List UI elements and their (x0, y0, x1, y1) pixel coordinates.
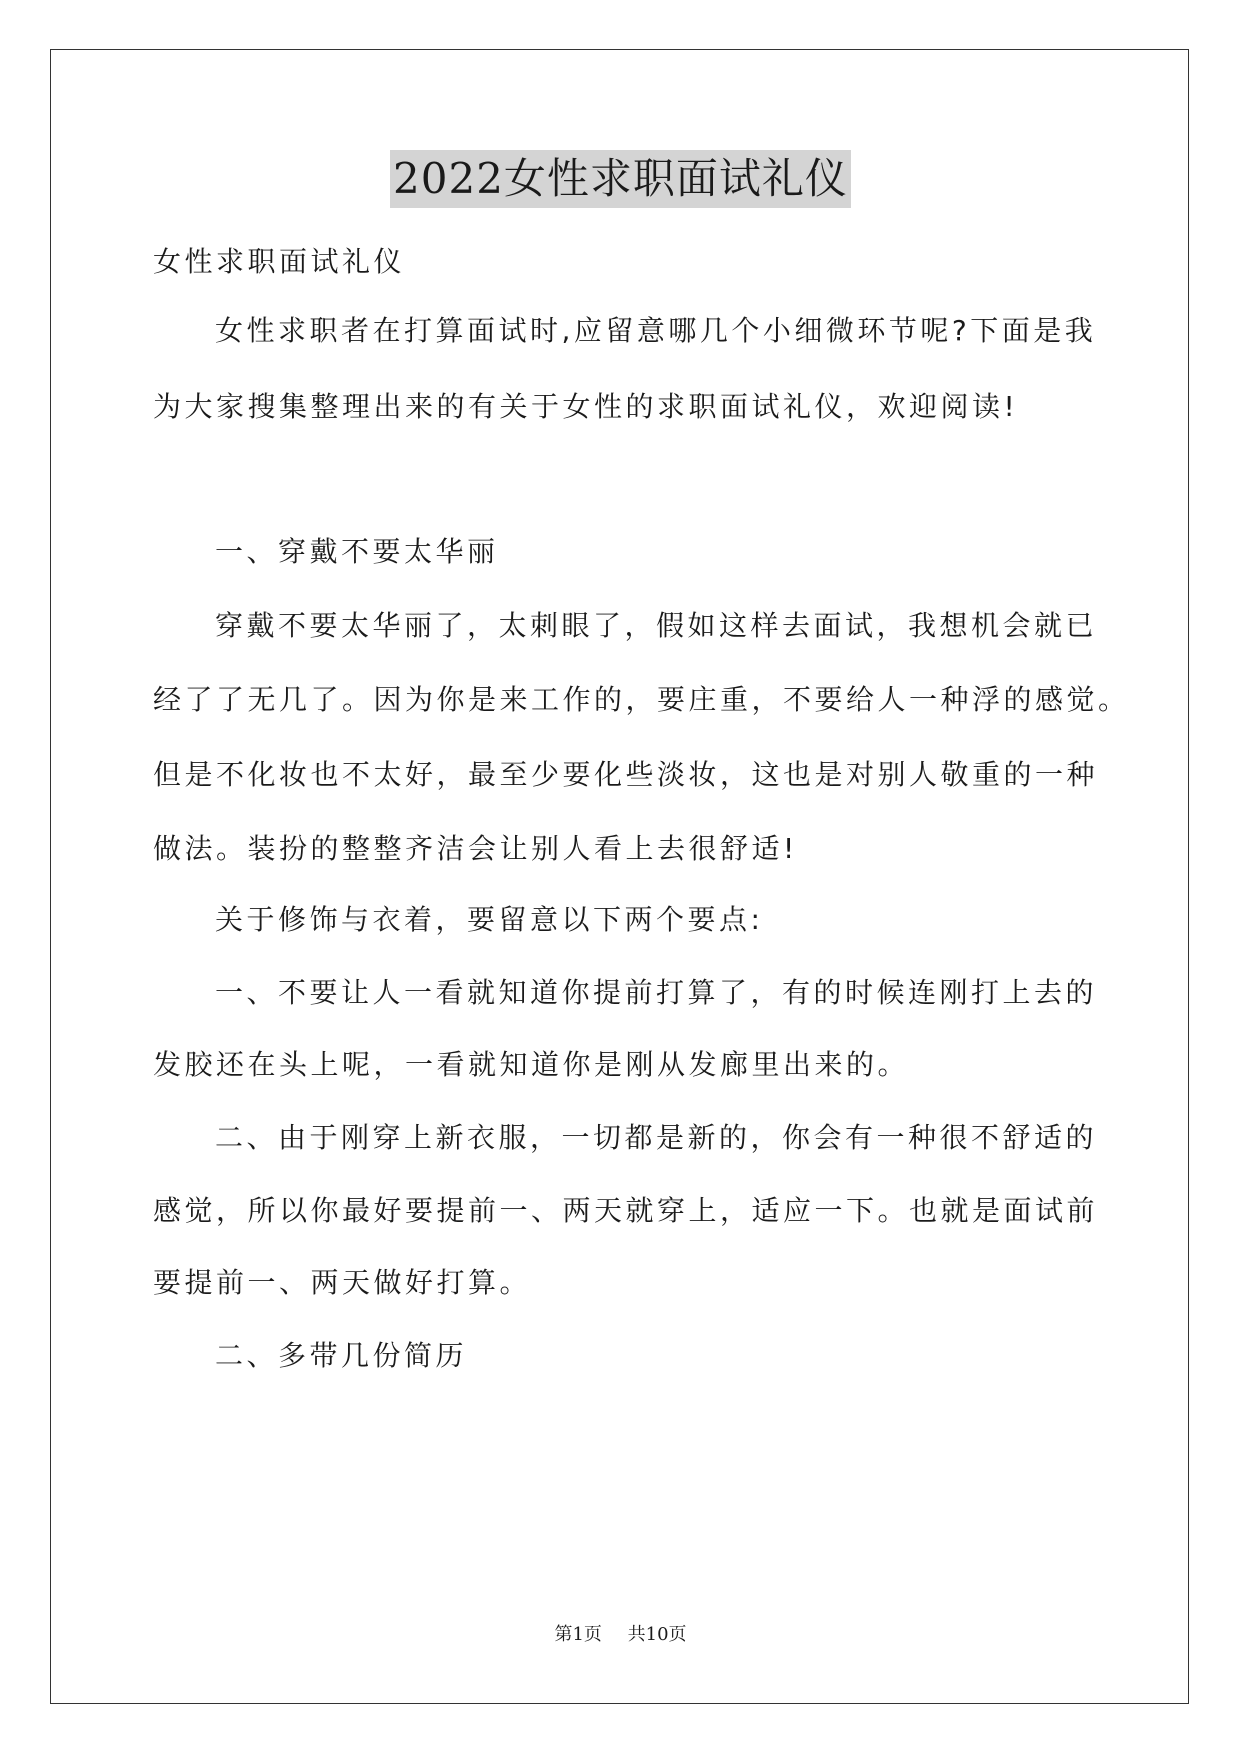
paragraph-line: 关于修饰与衣着，要留意以下两个要点: (215, 903, 764, 936)
page-number-current: 第1页 (554, 1624, 602, 1645)
paragraph-line: 为大家搜集整理出来的有关于女性的求职面试礼仪，欢迎阅读! (153, 390, 1019, 423)
section-heading: 一、穿戴不要太华丽 (215, 535, 499, 568)
page-border (50, 49, 1189, 1704)
page-footer (0, 1623, 1241, 1647)
paragraph-line: 发胶还在头上呢，一看就知道你是刚从发廊里出来的。 (153, 1048, 910, 1081)
page-number-total: 共10页 (627, 1624, 687, 1645)
paragraph-line: 要提前一、两天做好打算。 (153, 1266, 532, 1299)
paragraph-line: 感觉，所以你最好要提前一、两天就穿上，适应一下。也就是面试前 (153, 1194, 1099, 1227)
title-container (0, 150, 1241, 208)
paragraph-line: 穿戴不要太华丽了，太刺眼了，假如这样去面试，我想机会就已 (215, 609, 1098, 642)
section-heading: 二、多带几份简历 (215, 1339, 468, 1372)
paragraph-line: 女性求职者在打算面试时,应留意哪几个小细微环节呢?下面是我 (215, 314, 1097, 347)
document-title: 2022女性求职面试礼仪 (390, 150, 851, 208)
paragraph-line: 一、不要让人一看就知道你提前打算了，有的时候连刚打上去的 (215, 976, 1098, 1009)
paragraph-line: 但是不化妆也不太好，最至少要化些淡妆，这也是对别人敬重的一种 (153, 758, 1099, 791)
paragraph-line: 二、由于刚穿上新衣服，一切都是新的，你会有一种很不舒适的 (215, 1121, 1098, 1154)
paragraph-line: 做法。装扮的整整齐洁会让别人看上去很舒适! (153, 832, 798, 865)
subtitle-line: 女性求职面试礼仪 (153, 245, 406, 278)
paragraph-line: 经了了无几了。因为你是来工作的，要庄重，不要给人一种浮的感觉。 (153, 683, 1130, 716)
